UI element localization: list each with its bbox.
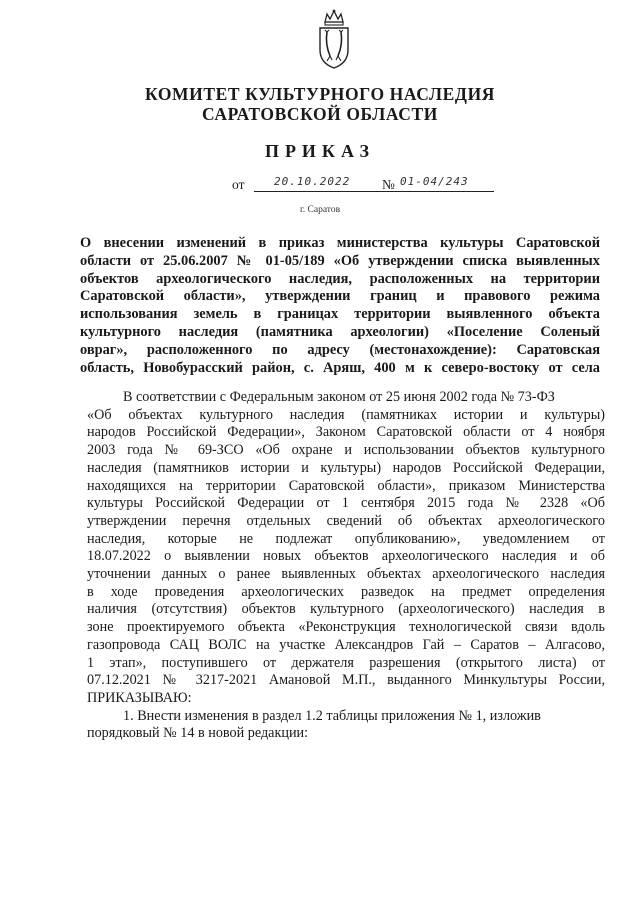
body-line: зоне проектируемого объекта «Реконструкция технологической связи вдоль: [87, 619, 605, 636]
heading-line: культурного наследия (памятника археологии) «Поселение Соленый: [80, 323, 600, 340]
body-line: в ходе проведения археологических разведок на предмет определения: [87, 583, 605, 600]
order-date: 20.10.2022: [274, 175, 351, 188]
order-heading: [80, 235, 600, 377]
coat-of-arms-icon: [315, 8, 353, 70]
order-number: 01-04/243: [400, 175, 469, 188]
heading-line: области от 25.06.2007 № 01-05/189 «Об утверждении списка выявленных: [80, 252, 600, 269]
heading-line: область, Новобурасский район, с. Аряш, 400 м к северо-востоку от села: [80, 359, 600, 376]
body-line: 1 этап», поступившего от держателя разрешения (открытого листа) от: [87, 654, 605, 671]
heading-line: объектов археологического наследия, расположенных на территории: [80, 270, 600, 287]
body-line: уточнении данных о ранее выявленных объектах археологического наследия: [87, 566, 605, 583]
body-line-order-word: ПРИКАЗЫВАЮ:: [87, 689, 192, 706]
number-underline: [398, 191, 494, 192]
body-line: В соответствии с Федеральным законом от 25 июня 2002 года № 73-ФЗ: [123, 389, 555, 405]
body-line: наследия (памятников истории и культуры) народов Российской Федерации,: [87, 459, 605, 476]
heading-line: использования земель в границах территории выявленного объекта: [80, 306, 600, 323]
body-line: находящихся на территории Саратовской области», приказом Министерства: [87, 477, 605, 494]
date-prefix: от: [232, 177, 245, 192]
committee-name-line1: КОМИТЕТ КУЛЬТУРНОГО НАСЛЕДИЯ: [144, 84, 496, 104]
heading-line: Саратовской области», утверждении границ и правового режима: [80, 288, 600, 305]
body-line: наличия (отсутствия) объектов культурного (археологического) наследия в: [87, 601, 605, 618]
body-line: «Об объектах культурного наследия (памятниках истории и культуры): [87, 406, 605, 423]
heading-line: овраг», расположенного по адресу (местонахождение): Саратовская: [80, 341, 600, 358]
body-line: газопровода САЦ ВОЛС на участке Александров Гай – Саратов – Алгасово,: [87, 636, 605, 653]
order-title: ПРИКАЗ: [264, 141, 376, 161]
body-line: 2003 года № 69-ЗСО «Об охране и использовании объектов культурного: [87, 442, 605, 459]
body-line: 07.12.2021 № 3217-2021 Амановой М.П., выданного Минкультуры России,: [87, 672, 605, 689]
heading-line: О внесении изменений в приказ министерства культуры Саратовской: [80, 235, 600, 251]
order-body: [87, 389, 605, 743]
body-line: порядковый № 14 в новой редакции:: [87, 725, 309, 742]
body-line: утверждении перечня отдельных сведений об объектах археологического: [87, 512, 605, 529]
order-city: г. Саратов: [299, 205, 341, 215]
body-line: наследия, которые не подлежат опубликованию», уведомлением от: [87, 530, 605, 547]
number-prefix: №: [382, 177, 395, 192]
body-line: культуры Российской Федерации от 1 сентября 2015 года № 2328 «Об: [87, 495, 605, 512]
body-line: 1. Внести изменения в раздел 1.2 таблицы приложения № 1, изложив: [123, 707, 541, 724]
body-line: 18.07.2022 о выявлении новых объектов археологического наследия и об: [87, 548, 605, 565]
committee-name-line2: САРАТОВСКОЙ ОБЛАСТИ: [201, 104, 439, 124]
body-line: народов Российской Федерации», Законом Саратовской области от 4 ноября: [87, 424, 605, 441]
